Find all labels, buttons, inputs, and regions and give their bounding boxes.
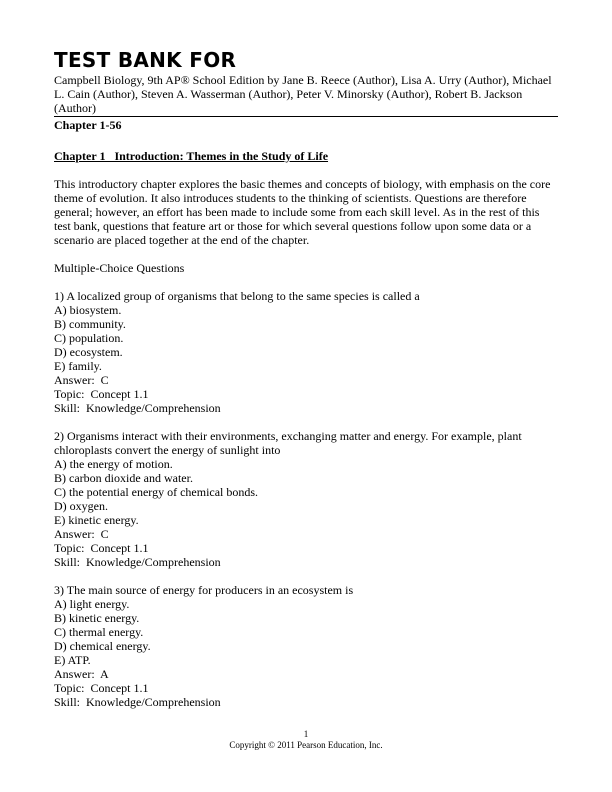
choice-a: A) biosystem. xyxy=(54,303,122,317)
skill-line: Skill: Knowledge/Comprehension xyxy=(54,555,221,569)
choice-b: B) kinetic energy. xyxy=(54,611,140,625)
choice-b: B) community. xyxy=(54,317,126,331)
skill-line: Skill: Knowledge/Comprehension xyxy=(54,695,221,709)
section-title: Multiple-Choice Questions xyxy=(54,261,185,275)
choice-c: C) the potential energy of chemical bonds. xyxy=(54,485,259,499)
question-2 xyxy=(54,429,558,569)
topic-line: Topic: Concept 1.1 xyxy=(54,387,149,401)
topic-line: Topic: Concept 1.1 xyxy=(54,541,149,555)
question-stem: 3) The main source of energy for producers in an ecosystem is xyxy=(54,583,354,597)
skill-line: Skill: Knowledge/Comprehension xyxy=(54,401,221,415)
document-page xyxy=(54,47,558,709)
chapter-heading-text: Chapter 1 Introduction: Themes in the Study of Life xyxy=(54,149,329,163)
copyright-notice: Copyright © 2011 Pearson Education, Inc. xyxy=(229,740,383,750)
choice-e: E) family. xyxy=(54,359,102,373)
chapter-heading xyxy=(54,149,558,163)
choice-b: B) carbon dioxide and water. xyxy=(54,471,193,485)
choice-e: E) kinetic energy. xyxy=(54,513,139,527)
test-bank-banner: TEST BANK FOR xyxy=(54,48,237,72)
answer-line: Answer: C xyxy=(54,373,109,387)
choice-c: C) thermal energy. xyxy=(54,625,144,639)
page-number: 1 xyxy=(303,729,309,739)
question-stem: 1) A localized group of organisms that belong to the same species is called a xyxy=(54,289,420,303)
choice-d: D) ecosystem. xyxy=(54,345,123,359)
answer-line: Answer: C xyxy=(54,527,109,541)
book-citation: Campbell Biology, 9th AP® School Edition by Jane B. Reece (Author), Lisa A. Urry (Author), Michael L. Cain (Author), Steven A. Wasserman (Author), Peter V. Minorsky (Author), Robert B. Jackson (Author) xyxy=(54,73,552,115)
choice-d: D) chemical energy. xyxy=(54,639,151,653)
choice-d: D) oxygen. xyxy=(54,499,108,513)
question-3 xyxy=(54,583,558,709)
choice-e: E) ATP. xyxy=(54,653,91,667)
page-footer xyxy=(0,729,612,751)
question-1 xyxy=(54,289,558,415)
choice-c: C) population. xyxy=(54,331,124,345)
chapter-intro: This introductory chapter explores the basic themes and concepts of biology, with emphasis on the core theme of evolution. It also introduces students to the thinking of scientists. Questions are therefore general; however, an effort has been made to include some from each skill level. As in the rest of this test bank, questions that feature art or those for which several questions follow upon some data or a scenario are placed together at the end of the chapter. xyxy=(54,177,551,247)
choice-a: A) the energy of motion. xyxy=(54,457,173,471)
choice-a: A) light energy. xyxy=(54,597,130,611)
question-stem: 2) Organisms interact with their environments, exchanging matter and energy. For example, plant chloroplasts convert the energy of sunlight into xyxy=(54,429,522,457)
topic-line: Topic: Concept 1.1 xyxy=(54,681,149,695)
answer-line: Answer: A xyxy=(54,667,109,681)
chapter-range: Chapter 1-56 xyxy=(54,116,558,132)
